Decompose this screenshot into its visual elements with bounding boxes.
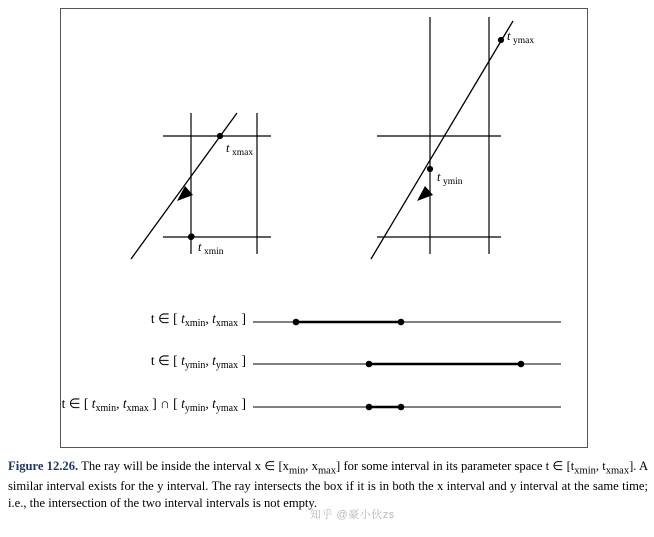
caption-text-4: , t xyxy=(595,459,606,473)
caption-number: Figure 12.26. xyxy=(8,459,79,473)
label-tymax-sub: ymax xyxy=(513,36,535,46)
label-txmax-sub: xmax xyxy=(232,148,254,158)
interval-row-2 xyxy=(151,353,561,371)
caption-sub-2: max xyxy=(317,465,337,477)
label-tymin-sub: ymin xyxy=(443,177,463,187)
caption-text-5: ]. A similar interval exists for the y interval. The ray intersects the box if it is in both the x interval and y interval at the same time; i.e., the intersection of the two interval intervals is not empty. xyxy=(8,459,649,510)
interval-1-label: t ∈ [ $t_{xmin}$, $t_{xmax}$ ] xyxy=(150,311,246,329)
label-txmin-sub: xmin xyxy=(204,247,224,257)
caption-text-2: , x xyxy=(305,459,318,473)
interval-2-label: t ∈ [ $t_{ymin}$, $t_{ymax}$ ] xyxy=(150,353,246,371)
caption-sub-4: xmax xyxy=(605,465,630,477)
interval-row-1 xyxy=(151,311,561,329)
label-tymax: t xyxy=(507,29,511,43)
interval-row-3 xyxy=(62,396,561,414)
watermark: 知乎 @豪小伙zs xyxy=(310,509,395,521)
figure-svg xyxy=(61,9,587,447)
caption-text-3: ] for some interval in its parameter space t ∈ [t xyxy=(336,459,575,473)
figure-caption xyxy=(8,458,648,511)
right-diagram xyxy=(371,17,513,259)
caption-sub-3: xmin xyxy=(574,465,596,477)
interval-3-label: t ∈ [ $t_{xmin}$, $t_{xmax}$ ] ∩ [ $t_{ymin}$, $t_{ymax}$ ] xyxy=(61,396,246,414)
figure-box xyxy=(60,8,588,448)
caption-sub-1: min xyxy=(288,465,306,477)
left-diagram xyxy=(131,113,271,259)
label-tymin: t xyxy=(437,170,441,184)
label-txmax: t xyxy=(226,141,230,155)
label-txmin: t xyxy=(198,240,202,254)
caption-text-1: The ray will be inside the interval x ∈ [x xyxy=(81,459,289,473)
